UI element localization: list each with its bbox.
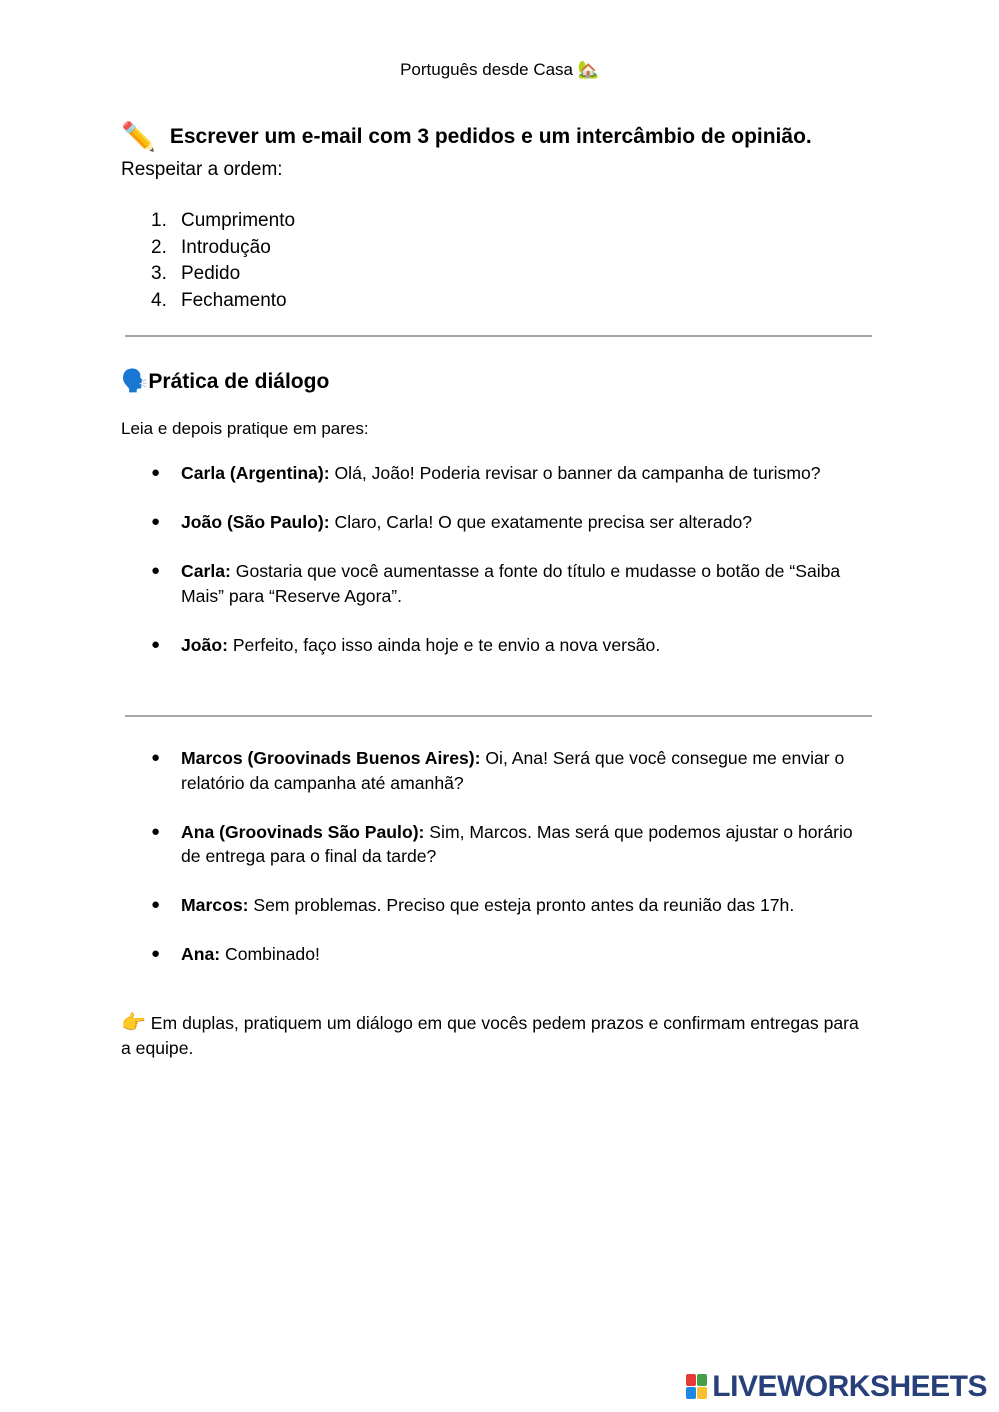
speaker: Carla (Argentina): [181,463,330,483]
bullet-icon: ● [151,749,161,766]
final-note [121,1010,873,1060]
step-number: 1. [151,210,167,231]
practice-heading [121,369,329,394]
header-title: Português desde Casa [400,60,574,79]
task-heading-text: Escrever um e-mail com 3 pedidos e um intercâmbio de opinião. [169,125,812,148]
bullet-icon: ● [151,896,161,913]
house-icon: 🏡 [577,60,599,80]
list-item [151,235,295,262]
speaker: Marcos: [181,895,249,915]
step-label: Fechamento [181,289,287,311]
pointing-hand-icon: 👉 [121,1010,146,1034]
dialogue-line [151,461,873,486]
list-item [151,208,295,235]
bullet-icon: ● [151,513,161,530]
line-text: Gostaria que você aumentasse a fonte do título e mudasse o botão de “Saiba Mais” para “Reserve Agora”. [181,561,841,606]
practice-intro: Leia e depois pratique em pares: [121,419,369,438]
speaker: Ana (Groovinads São Paulo): [181,821,425,842]
dialogue-line [151,893,873,918]
step-label: Pedido [181,263,241,285]
speaking-head-icon: 🗣️ [121,369,149,394]
speaker: Carla: [181,561,231,581]
line-text: Combinado! [220,944,320,964]
task-instruction: Respeitar a ordem: [121,159,283,180]
step-label: Introdução [181,236,271,258]
watermark [686,1372,987,1402]
bullet-icon: ● [151,464,161,481]
speaker: João: [181,634,228,655]
watermark-text: LIVEWORKSHEETS [712,1370,987,1403]
practice-heading-text: Prática de diálogo [148,370,330,393]
dialogue-list-2 [151,746,873,991]
steps-list [151,208,295,314]
final-note-text: Em duplas, pratiquem um diálogo em que vocês pedem prazos e confirmam entregas para a equipe. [121,1013,859,1058]
line-text: Perfeito, faço isso ainda hoje e te envio a nova versão. [227,634,661,655]
bullet-icon: ● [151,945,161,962]
step-number: 2. [151,236,167,258]
speaker: Marcos (Groovinads Buenos Aires): [181,748,481,768]
line-text: Oi, Ana! Será que você consegue me enviar o relatório da campanha até amanhã? [181,748,845,793]
divider [125,335,872,337]
list-item [151,261,295,288]
task-heading [121,120,812,153]
line-text: Olá, João! Poderia revisar o banner da campanha de turismo? [329,463,821,483]
list-item [151,288,295,315]
step-label: Cumprimento [181,210,296,231]
step-number: 4. [151,289,167,311]
line-text: Sem problemas. Preciso que esteja pronto antes da reunião das 17h. [248,895,795,915]
line-text: Claro, Carla! O que exatamente precisa ser alterado? [329,512,753,532]
dialogue-line [151,820,873,869]
liveworksheets-logo-icon [686,1374,708,1400]
bullet-icon: ● [151,635,161,653]
dialogue-line [151,746,873,795]
dialogue-line [151,633,873,658]
step-number: 3. [151,263,167,285]
pencil-icon: ✏️ [121,120,156,153]
line-text: Sim, Marcos. Mas será que podemos ajustar o horário de entrega para o final da tarde? [181,821,853,866]
bullet-icon: ● [151,822,161,840]
bullet-icon: ● [151,562,161,579]
speaker: Ana: [181,944,221,964]
divider [125,715,872,717]
dialogue-list-1 [151,461,873,682]
document-header [0,60,999,80]
dialogue-line [151,942,873,967]
dialogue-line [151,510,873,535]
speaker: João (São Paulo): [181,512,330,532]
dialogue-line [151,559,873,608]
